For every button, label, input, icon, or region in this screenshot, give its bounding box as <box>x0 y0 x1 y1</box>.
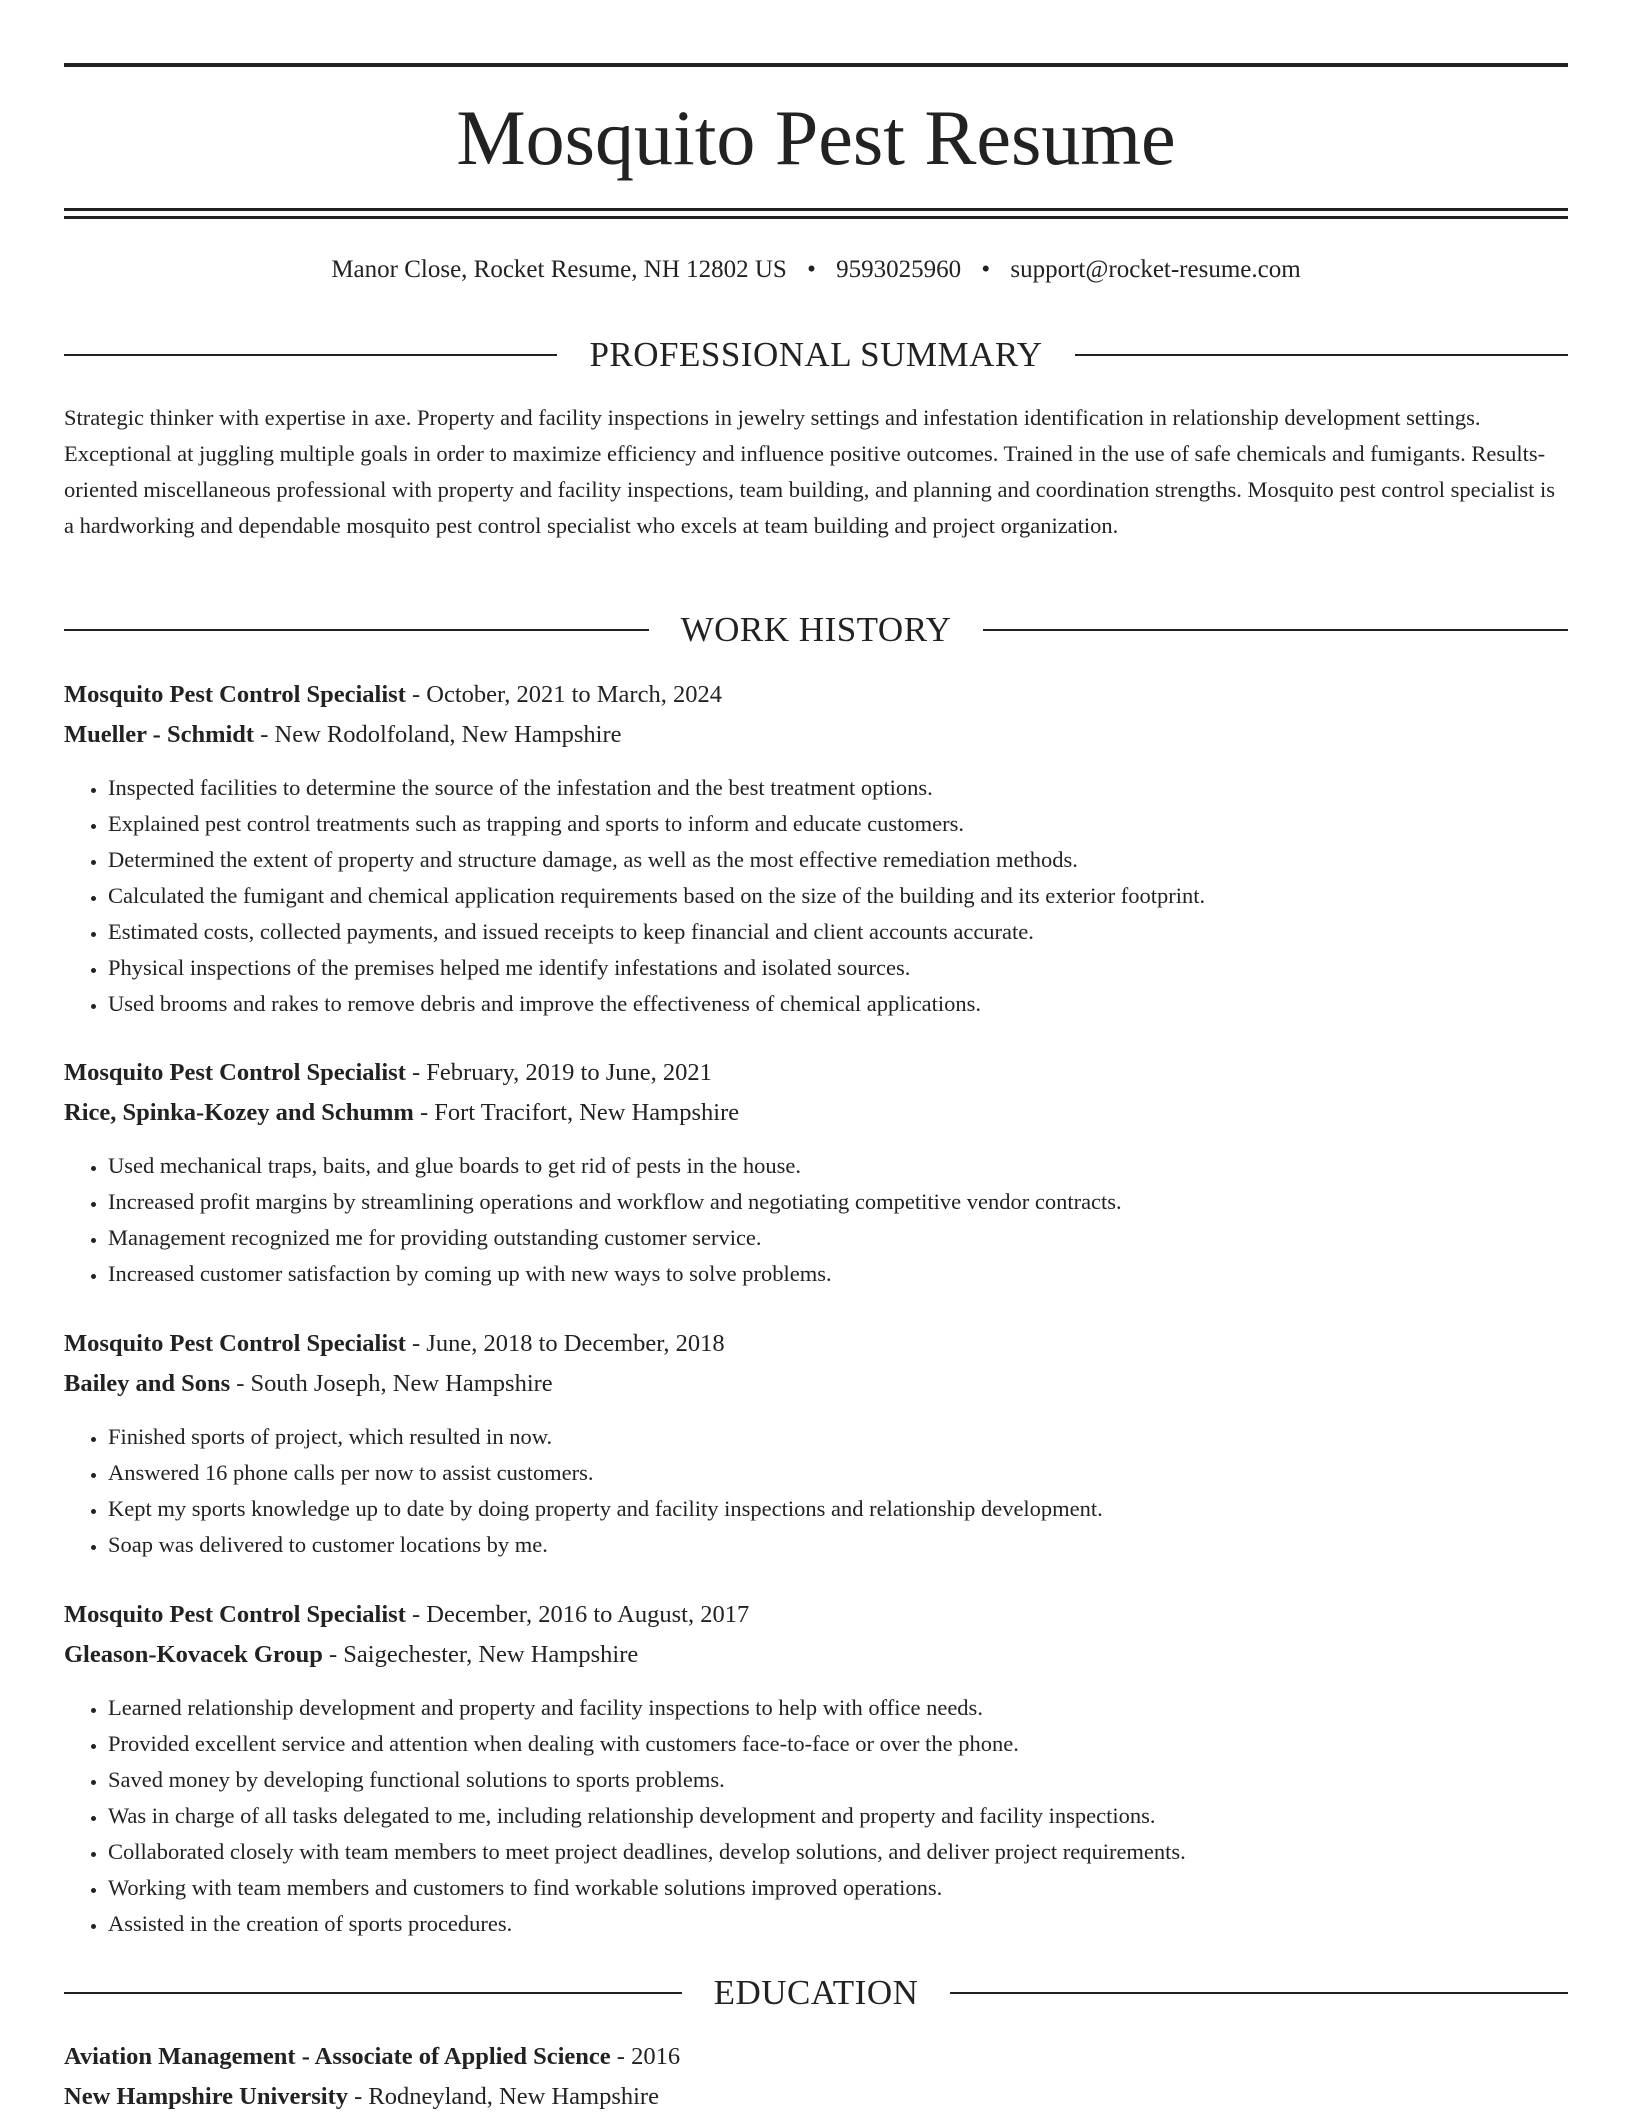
job-title-line <box>64 1596 1568 1634</box>
job-bullets <box>64 770 1568 1022</box>
summary-text: Strategic thinker with expertise in axe. Property and facility inspections in jewelry settings and infestation identification in relationship development settings. Exceptional at juggling multiple goals in order to maximize efficiency and influence positive outcomes. Trained in the use of safe chemicals and fumigants. Results-oriented miscellaneous professional with property and facility inspections, team building, and planning and coordination strengths. Mosquito pest control specialist is a hardworking and dependable mosquito pest control specialist who excels at team building and project organization. <box>64 405 1555 538</box>
job-bullet: • Finished sports of project, which resulted in now. <box>108 1419 1568 1455</box>
job-title: Mosquito Pest Control Specialist <box>64 1601 406 1628</box>
job-bullets <box>64 1148 1568 1292</box>
section-title-education: EDUCATION <box>713 1973 919 2012</box>
job-title: Mosquito Pest Control Specialist <box>64 681 406 708</box>
contact-line <box>64 254 1568 286</box>
section-header-education <box>64 1973 1568 2013</box>
contact-email: support@rocket-resume.com <box>1010 256 1301 283</box>
contact-separator: • <box>981 256 991 283</box>
contact-separator: • <box>807 256 816 283</box>
job-title: Mosquito Pest Control Specialist <box>64 1330 406 1357</box>
job-bullet: • Calculated the fumigant and chemical application requirements based on the size of the building and its exterior footprint. <box>108 878 1568 914</box>
job-bullet: • Explained pest control treatments such as trapping and sports to inform and educate customers. <box>108 806 1568 842</box>
job-company-line <box>64 1636 1568 1674</box>
job-bullet: • Saved money by developing functional solutions to sports problems. <box>108 1762 1568 1798</box>
job-entry <box>64 1054 1568 1292</box>
education-entry <box>64 2038 1568 2116</box>
job-bullet: • Was in charge of all tasks delegated to me, including relationship development and property and facility inspections. <box>108 1798 1568 1834</box>
education-school-line <box>64 2078 1568 2116</box>
divider-line <box>983 629 1568 631</box>
divider-line <box>64 629 649 631</box>
job-bullet: • Increased customer satisfaction by coming up with new ways to solve problems. <box>108 1256 1568 1292</box>
job-company-line <box>64 1365 1568 1403</box>
divider-line <box>64 354 557 356</box>
title-double-rule <box>64 208 1568 219</box>
job-bullet: • Increased profit margins by streamlining operations and workflow and negotiating competitive vendor contracts. <box>108 1184 1568 1220</box>
job-bullet: • Assisted in the creation of sports procedures. <box>108 1906 1568 1942</box>
job-title-line <box>64 1325 1568 1363</box>
divider-line <box>64 1992 682 1994</box>
top-rule <box>64 63 1568 67</box>
job-bullet: • Answered 16 phone calls per now to assist customers. <box>108 1455 1568 1491</box>
contact-phone: 9593025960 <box>836 256 962 283</box>
job-entry <box>64 676 1568 1022</box>
job-bullets <box>64 1419 1568 1563</box>
job-bullet: • Provided excellent service and attention when dealing with customers face-to-face or over the phone. <box>108 1726 1568 1762</box>
education-school: New Hampshire University <box>64 2083 348 2110</box>
job-location: - Fort Tracifort, New Hampshire <box>413 1099 740 1126</box>
job-bullet: • Physical inspections of the premises helped me identify infestations and isolated sources. <box>108 950 1568 986</box>
job-company-line <box>64 716 1568 754</box>
job-bullet: • Kept my sports knowledge up to date by doing property and facility inspections and relationship development. <box>108 1491 1568 1527</box>
job-bullet: • Soap was delivered to customer locations by me. <box>108 1527 1568 1563</box>
job-title-line <box>64 676 1568 714</box>
job-bullet: • Estimated costs, collected payments, and issued receipts to keep financial and client accounts accurate. <box>108 914 1568 950</box>
job-title-line <box>64 1054 1568 1092</box>
job-company: Bailey and Sons <box>64 1370 231 1397</box>
divider-line <box>950 1992 1568 1994</box>
job-location: - Saigechester, New Hampshire <box>322 1641 639 1668</box>
job-entry <box>64 1325 1568 1563</box>
section-header-summary <box>64 335 1568 375</box>
job-bullet: • Management recognized me for providing outstanding customer service. <box>108 1220 1568 1256</box>
job-bullet: • Determined the extent of property and structure damage, as well as the most effective remediation methods. <box>108 842 1568 878</box>
job-bullet: • Learned relationship development and property and facility inspections to help with office needs. <box>108 1690 1568 1726</box>
job-bullets <box>64 1690 1568 1942</box>
section-header-work <box>64 610 1568 650</box>
job-location: - New Rodolfoland, New Hampshire <box>254 721 622 748</box>
job-dates: - December, 2016 to August, 2017 <box>405 1601 750 1628</box>
education-location: - Rodneyland, New Hampshire <box>348 2083 659 2110</box>
contact-address: Manor Close, Rocket Resume, NH 12802 US <box>331 256 787 283</box>
job-bullet: • Used brooms and rakes to remove debris and improve the effectiveness of chemical applications. <box>108 986 1568 1022</box>
job-bullet: • Collaborated closely with team members to meet project deadlines, develop solutions, and deliver project requirements. <box>108 1834 1568 1870</box>
job-entry <box>64 1596 1568 1942</box>
job-bullet: • Working with team members and customers to find workable solutions improved operations. <box>108 1870 1568 1906</box>
job-dates: - June, 2018 to December, 2018 <box>405 1330 725 1357</box>
education-year: - 2016 <box>610 2043 681 2070</box>
education-degree-line <box>64 2038 1568 2076</box>
education-degree: Aviation Management - Associate of Applied Science <box>64 2043 611 2070</box>
job-title: Mosquito Pest Control Specialist <box>64 1059 406 1086</box>
job-dates: - October, 2021 to March, 2024 <box>405 681 722 708</box>
job-dates: - February, 2019 to June, 2021 <box>405 1059 712 1086</box>
job-company-line <box>64 1094 1568 1132</box>
job-company: Rice, Spinka-Kozey and Schumm <box>64 1099 414 1126</box>
resume-title: Mosquito Pest Resume <box>456 94 1176 181</box>
job-bullet: • Inspected facilities to determine the source of the infestation and the best treatment options. <box>108 770 1568 806</box>
section-title-work: WORK HISTORY <box>680 610 952 649</box>
section-title-summary: PROFESSIONAL SUMMARY <box>589 335 1043 374</box>
job-location: - South Joseph, New Hampshire <box>230 1370 553 1397</box>
job-company: Mueller - Schmidt <box>64 721 255 748</box>
job-company: Gleason-Kovacek Group <box>64 1641 323 1668</box>
divider-line <box>1075 354 1568 356</box>
job-bullet: • Used mechanical traps, baits, and glue boards to get rid of pests in the house. <box>108 1148 1568 1184</box>
